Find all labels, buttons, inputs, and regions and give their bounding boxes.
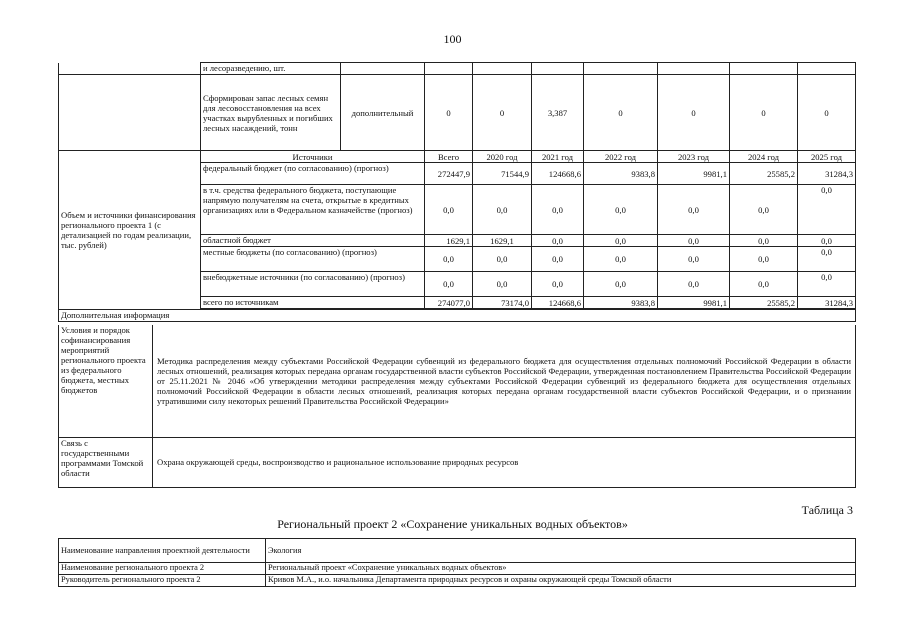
main-table xyxy=(58,62,856,322)
program-link-row xyxy=(59,437,856,487)
funding-cell: 25585,2 xyxy=(730,163,798,185)
continuation-row xyxy=(59,63,856,75)
seed-cell: 0 xyxy=(425,75,473,151)
funding-cell: 0,0 xyxy=(532,235,584,247)
funding-cell: 0,0 xyxy=(730,235,798,247)
funding-cell: 31284,3 xyxy=(798,163,856,185)
funding-cell: 0,0 xyxy=(584,247,658,272)
funding-cell: 0,0 xyxy=(425,247,473,272)
funding-cell: 25585,2 xyxy=(730,297,798,309)
funding-cell: 0,0 xyxy=(798,235,856,247)
funding-cell: 0,0 xyxy=(473,272,532,297)
funding-label: Объем и источники финансирования регионального проекта 1 (с детализацией по годам реализации, тыс. рублей) xyxy=(59,151,201,310)
project2-label: Наименование регионального проекта 2 xyxy=(59,563,266,575)
funding-cell: 0,0 xyxy=(730,272,798,297)
seed-cell: 0 xyxy=(658,75,730,151)
funding-cell: 0,0 xyxy=(730,185,798,235)
cofinancing-label: Условия и порядок софинансирования мероприятий регионального проекта из федерального бюджета, местных бюджетов xyxy=(59,325,153,437)
source-name: в т.ч. средства федерального бюджета, поступающие напрямую получателям на счета, открытые в кредитных организациях или в Федеральном казначействе (прогноз) xyxy=(201,185,425,235)
seed-cell: 0 xyxy=(584,75,658,151)
project2-value: Региональный проект «Сохранение уникальных водных объектов» xyxy=(266,563,856,575)
funding-cell: 31284,3 xyxy=(798,297,856,309)
funding-cell: 0,0 xyxy=(532,185,584,235)
funding-cell: 9981,1 xyxy=(658,297,730,309)
seed-cell: 3,387 xyxy=(532,75,584,151)
header-cell: Источники xyxy=(201,151,425,163)
funding-cell: 0,0 xyxy=(798,185,856,235)
project2-table xyxy=(58,538,856,587)
header-cell: 2020 год xyxy=(473,151,532,163)
header-cell: 2024 год xyxy=(730,151,798,163)
source-name: местные бюджеты (по согласованию) (прогноз) xyxy=(201,247,425,272)
funding-cell: 0,0 xyxy=(730,247,798,272)
source-name: областной бюджет xyxy=(201,235,425,247)
funding-cell: 1629,1 xyxy=(425,235,473,247)
additional-info: Дополнительная информация xyxy=(59,310,856,322)
funding-header-row xyxy=(59,151,856,163)
table3-label: Таблица 3 xyxy=(801,503,853,517)
funding-cell: 0,0 xyxy=(532,247,584,272)
funding-cell: 0,0 xyxy=(584,235,658,247)
seed-cell: 0 xyxy=(798,75,856,151)
source-name: внебюджетные источники (по согласованию) (прогноз) xyxy=(201,272,425,297)
funding-cell: 0,0 xyxy=(473,247,532,272)
funding-cell: 71544,9 xyxy=(473,163,532,185)
seed-desc: Сформирован запас лесных семян для лесовосстановления на всех участках вырубленных и погибших лесных насаждений, тонн xyxy=(201,75,341,151)
header-cell: 2023 год xyxy=(658,151,730,163)
header-cell: 2022 год xyxy=(584,151,658,163)
funding-cell: 0,0 xyxy=(473,185,532,235)
funding-cell: 0,0 xyxy=(532,272,584,297)
header-cell: 2021 год xyxy=(532,151,584,163)
header-cell: Всего xyxy=(425,151,473,163)
funding-cell: 0,0 xyxy=(584,185,658,235)
seed-cell: 0 xyxy=(730,75,798,151)
cofinancing-row xyxy=(59,325,856,437)
funding-cell: 9383,8 xyxy=(584,297,658,309)
additional-info-row xyxy=(59,310,856,322)
funding-cell: 0,0 xyxy=(798,247,856,272)
funding-cell: 124668,6 xyxy=(532,163,584,185)
funding-cell: 73174,0 xyxy=(473,297,532,309)
seed-type: дополнительный xyxy=(341,75,425,151)
funding-cell: 0,0 xyxy=(425,185,473,235)
program-link-label: Связь с государственными программами Томской области xyxy=(59,437,153,487)
funding-cell: 9981,1 xyxy=(658,163,730,185)
funding-cell: 124668,6 xyxy=(532,297,584,309)
page-number: 100 xyxy=(443,32,462,46)
funding-cell: 0,0 xyxy=(584,272,658,297)
program-link-text: Охрана окружающей среды, воспроизводство и рациональное использование природных ресурсов xyxy=(153,437,856,487)
project2-row xyxy=(59,539,856,563)
info-table xyxy=(58,325,856,488)
header-cell: 2025 год xyxy=(798,151,856,163)
seed-row xyxy=(59,75,856,151)
continuation-text: и лесоразведению, шт. xyxy=(201,63,341,75)
project2-row xyxy=(59,563,856,575)
project2-value: Экология xyxy=(266,539,856,563)
project2-label: Руководитель регионального проекта 2 xyxy=(59,575,266,587)
project2-row xyxy=(59,575,856,587)
source-name: федеральный бюджет (по согласованию) (прогноз) xyxy=(201,163,425,185)
funding-cell: 0,0 xyxy=(798,272,856,297)
funding-cell: 0,0 xyxy=(658,235,730,247)
funding-cell: 0,0 xyxy=(425,272,473,297)
funding-cell: 9383,8 xyxy=(584,163,658,185)
funding-cell: 0,0 xyxy=(658,272,730,297)
source-name: всего по источникам xyxy=(201,297,425,309)
project2-label: Наименование направления проектной деятельности xyxy=(59,539,266,563)
seed-cell: 0 xyxy=(473,75,532,151)
funding-cell: 0,0 xyxy=(658,185,730,235)
cofinancing-text: Методика распределения между субъектами Российской Федерации субвенций из федерального бюджета для осуществления отдельных полномочий Российской Федерации в области лесных отношений, реализация которых передана органам государственной власти субъектов Российской Федерации, утвержденная постановлением Правительства Российской Федерации от 25.11.2021 № 2046 «Об утверждении методики распределения между субъектами Российской Федерации субвенций из федерального бюджета для осуществления отдельных полномочий Российской Федерации в области лесных отношений, реализация которых передана органам государственной власти субъектов Российской Федерации, и о признании утратившими силу некоторых решений Правительства Российской Федерации» xyxy=(153,325,856,437)
project2-value: Кривов М.А., и.о. начальника Департамента природных ресурсов и охраны окружающей среды Томской области xyxy=(266,575,856,587)
funding-cell: 272447,9 xyxy=(425,163,473,185)
funding-cell: 274077,0 xyxy=(425,297,473,309)
project2-title: Региональный проект 2 «Сохранение уникальных водных объектов» xyxy=(277,517,628,531)
funding-cell: 1629,1 xyxy=(473,235,532,247)
funding-cell: 0,0 xyxy=(658,247,730,272)
